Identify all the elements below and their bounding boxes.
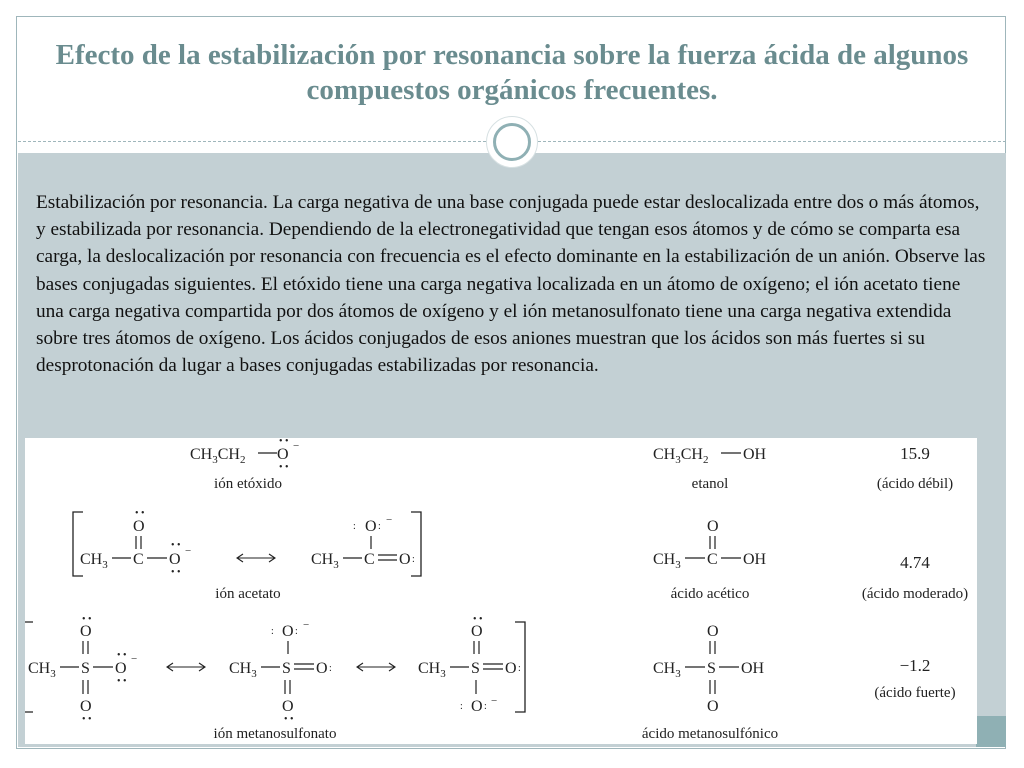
svg-text:• •: • • — [171, 567, 181, 578]
svg-text:• •: • • — [82, 614, 92, 625]
svg-text:−: − — [491, 695, 498, 707]
body-paragraph: Estabilización por resonancia. La carga negativa de una base conjugada puede estar deslocalizada entre dos o más átomos, y estabilizada por resonancia. Dependiendo de la electronegatividad que tengan esos átomos y de cómo se comparta esa carga, la deslocalización por resonancia con frecuencia es el efecto dominante en la estabilización de un anión. Observe las bases conjugadas siguientes. El etóxido tiene una carga negativa localizada en un átomo de oxígeno; el ión acetato tiene una carga negativa compartida por dos átomos de oxígeno y el ión metanosulfonato tiene una carga negativa extendida sobre tres átomos de oxígeno. Los ácidos conjugados de esos aniones muestran que los ácidos son más fuertes si su desprotonación da lugar a bases conjugadas estabilizadas por resonancia. — [36, 192, 986, 377]
svg-text:S: S — [707, 660, 716, 677]
svg-text:O: O — [80, 623, 92, 640]
svg-text:CH3: $CH_3$ — [311, 551, 339, 571]
anion-label: ión etóxido — [214, 476, 282, 492]
svg-text::: : — [329, 663, 332, 674]
svg-text:O: O — [80, 698, 92, 715]
svg-text:S: S — [81, 660, 90, 677]
methanesulfonate-structure-2 — [229, 619, 332, 725]
svg-text:• •: • • — [135, 508, 145, 519]
acetic-acid-structure — [653, 518, 767, 571]
acid-label: etanol — [691, 476, 729, 492]
svg-text:−: − — [386, 514, 393, 526]
svg-text::: : — [518, 663, 521, 674]
svg-text:OH: OH — [743, 551, 767, 568]
svg-text::: : — [353, 521, 356, 532]
svg-text:• •: • • — [473, 614, 483, 625]
svg-text:OH: OH — [741, 660, 765, 677]
svg-text:CH3: $CH_3$ — [28, 660, 56, 680]
acetate-structure-1 — [73, 508, 191, 578]
svg-text::: : — [295, 626, 298, 637]
svg-text:CH3: $CH_3$ — [80, 551, 108, 571]
pka-value: 4.74 — [900, 553, 930, 572]
svg-text:OH: OH — [743, 446, 767, 463]
svg-text:• •: • • — [117, 650, 127, 661]
svg-text:CH3: $CH_3$ — [653, 551, 681, 571]
svg-text:O: O — [133, 518, 145, 535]
svg-text:O: O — [277, 446, 289, 463]
svg-text:S: S — [471, 660, 480, 677]
svg-text:CH3: $CH_3$ — [229, 660, 257, 680]
methanesulfonate-structure-3 — [418, 614, 525, 715]
svg-text:• •: • • — [171, 540, 181, 551]
svg-text:CH3CH2: $CH_3CH_2$ — [190, 446, 246, 466]
svg-text:−: − — [131, 653, 138, 665]
svg-text:• •: • • — [279, 438, 289, 447]
methanesulfonate-structure-1 — [25, 614, 137, 725]
svg-text::: : — [271, 626, 274, 637]
svg-text:C: C — [133, 551, 144, 568]
acid-strength-label: (ácido fuerte) — [874, 685, 956, 701]
svg-text:O: O — [471, 698, 483, 715]
acid-label: ácido metanosulfónico — [641, 726, 779, 742]
resonance-arrow — [167, 663, 205, 671]
svg-text::: : — [484, 701, 487, 712]
svg-text:• •: • • — [117, 676, 127, 687]
pka-value: −1.2 — [899, 656, 931, 675]
svg-text:O: O — [115, 660, 127, 677]
svg-text:C: C — [364, 551, 375, 568]
resonance-arrow — [357, 663, 395, 671]
resonance-arrow — [237, 554, 275, 562]
anion-label: ión acetato — [215, 586, 281, 602]
svg-text::: : — [460, 701, 463, 712]
svg-text:O: O — [707, 518, 719, 535]
acetate-structure-2 — [311, 512, 421, 576]
ethanol-structure — [653, 446, 767, 466]
svg-text:CH3: $CH_3$ — [653, 660, 681, 680]
acid-strength-label: (ácido moderado) — [861, 586, 969, 602]
svg-text:−: − — [185, 545, 192, 557]
svg-text:O: O — [316, 660, 328, 677]
svg-text:CH3: $CH_3$ — [418, 660, 446, 680]
svg-text:CH3CH2: $CH_3CH_2$ — [653, 446, 709, 466]
svg-text:−: − — [303, 619, 310, 631]
svg-text:O: O — [471, 623, 483, 640]
acid-strength-label: (ácido débil) — [876, 476, 954, 492]
svg-text:O: O — [707, 698, 719, 715]
svg-text:O: O — [282, 623, 294, 640]
svg-text:O: O — [282, 698, 294, 715]
svg-text:• •: • • — [284, 714, 294, 725]
structures-svg — [25, 438, 977, 744]
svg-text:O: O — [169, 551, 181, 568]
acid-label: ácido acético — [670, 586, 750, 602]
svg-text:−: − — [293, 440, 300, 452]
svg-text:O: O — [399, 551, 411, 568]
svg-text::: : — [378, 521, 381, 532]
svg-text:S: S — [282, 660, 291, 677]
svg-text:O: O — [505, 660, 517, 677]
svg-text:O: O — [365, 518, 377, 535]
anion-label: ión metanosulfonato — [213, 726, 337, 742]
pka-value: 15.9 — [900, 444, 930, 463]
svg-text:• •: • • — [82, 714, 92, 725]
chemistry-figure — [25, 438, 977, 744]
svg-text:C: C — [707, 551, 718, 568]
svg-text:• •: • • — [279, 462, 289, 473]
divider-circle-icon — [486, 116, 538, 168]
corner-accent — [976, 716, 1006, 747]
svg-text::: : — [412, 554, 415, 565]
methanesulfonic-acid-structure — [653, 623, 765, 715]
svg-text:O: O — [707, 623, 719, 640]
ethoxide-structure — [190, 438, 299, 473]
slide-title: Efecto de la estabilización por resonancia sobre la fuerza ácida de algunos compuestos orgánicos frecuentes. — [55, 39, 969, 106]
